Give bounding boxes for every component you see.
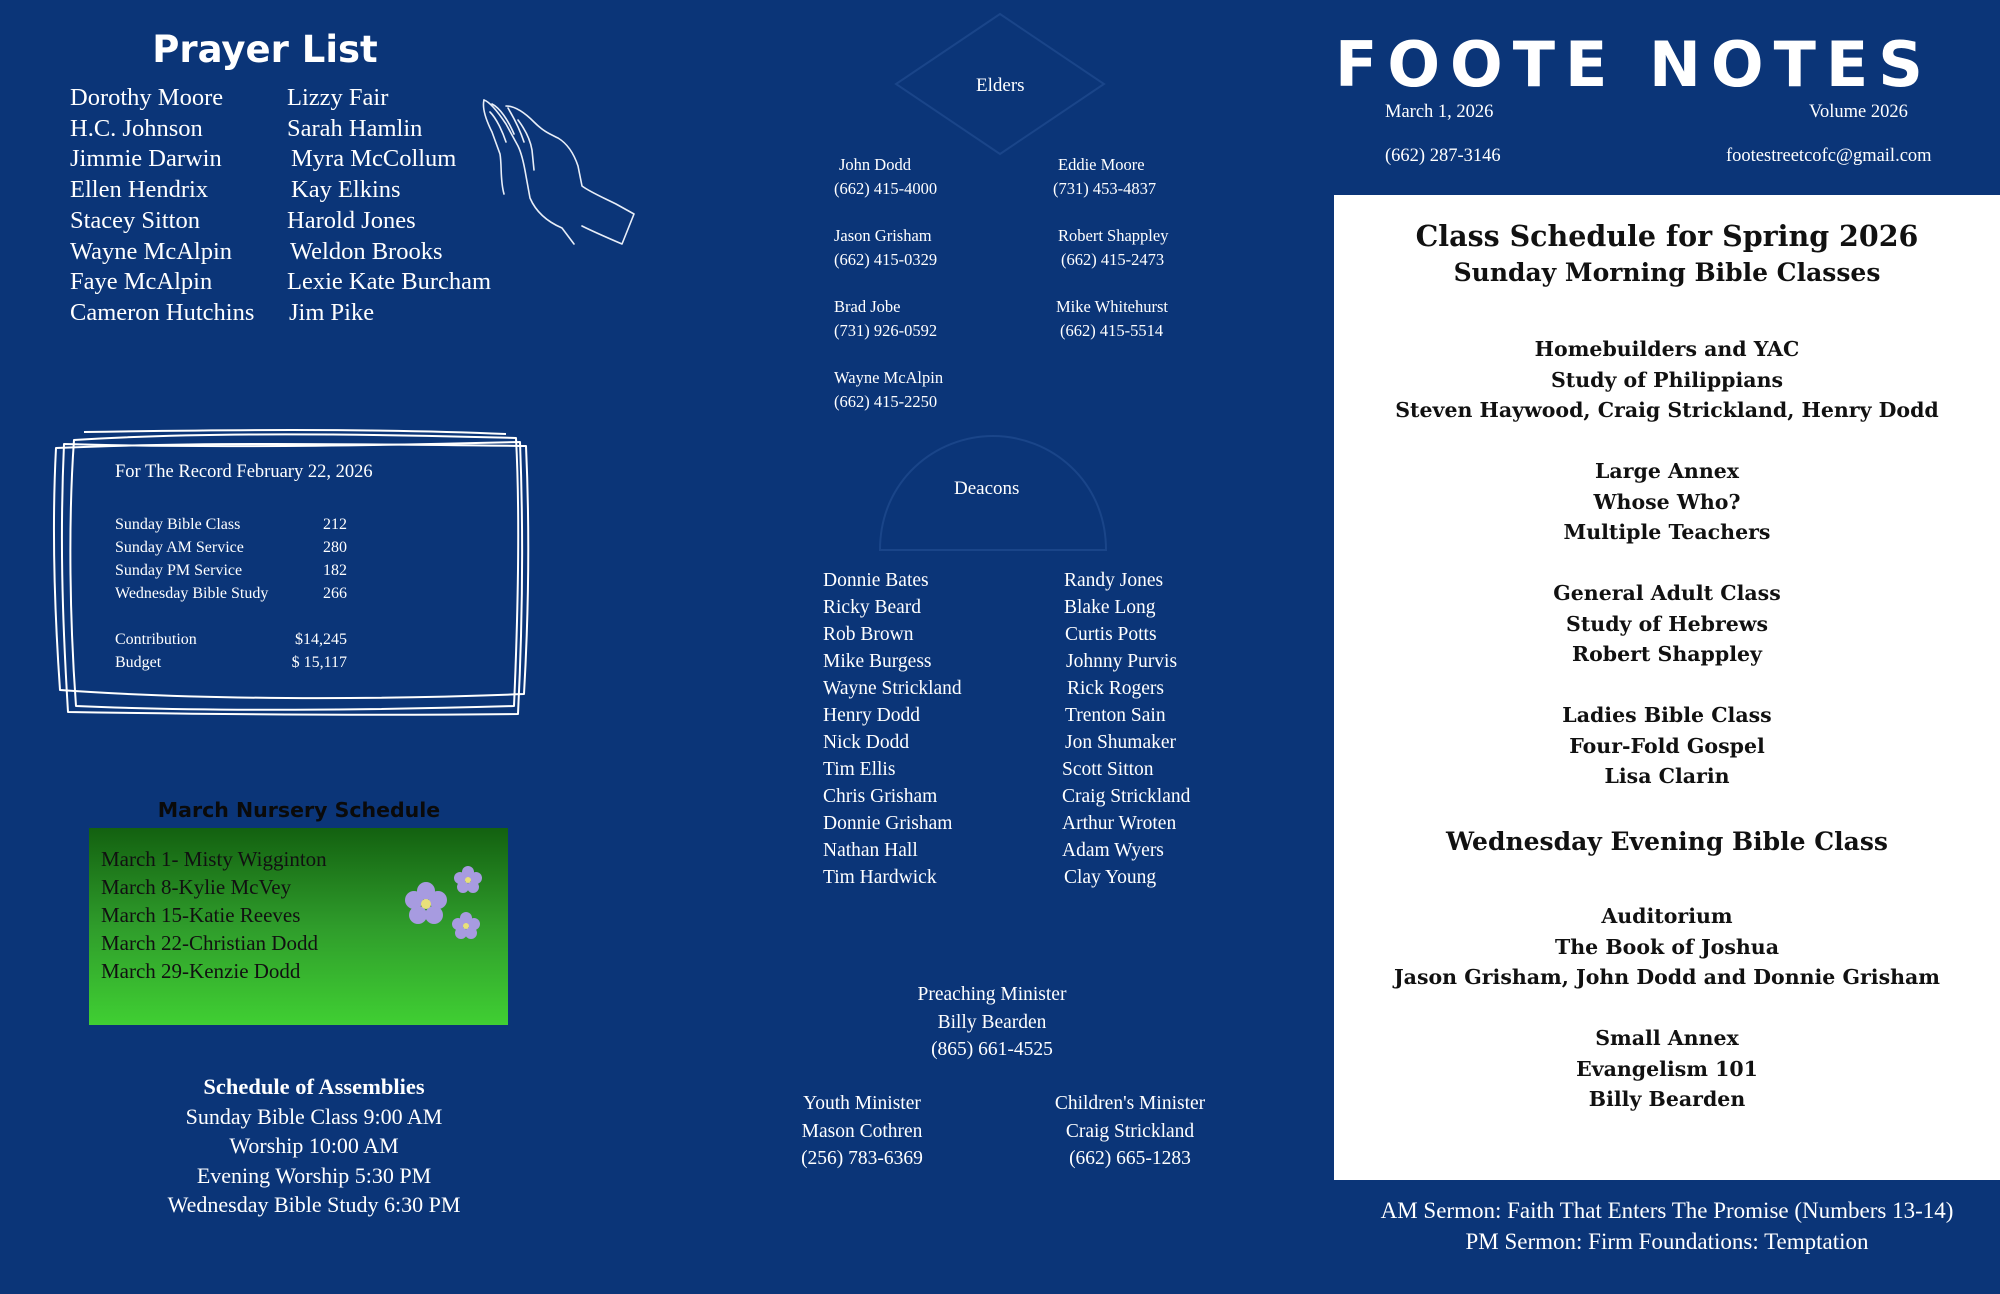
- elder-name: John Dodd: [839, 155, 911, 174]
- sunday-classes-heading: Sunday Morning Bible Classes: [1453, 258, 1881, 287]
- elder-phone: (662) 415-0329: [834, 250, 938, 269]
- nursery-title: March Nursery Schedule: [157, 798, 441, 822]
- stat-value: 212: [323, 516, 347, 533]
- elder-entry: [1053, 153, 1156, 201]
- prayer-name: Kay Elkins: [291, 176, 401, 204]
- prayer-name: Wayne McAlpin: [70, 237, 233, 265]
- class-topic: Evangelism 101: [1576, 1056, 1758, 1081]
- class-schedule-panel: [1334, 195, 2000, 1180]
- stat-value: 280: [323, 539, 347, 556]
- stat-label: Sunday Bible Class: [115, 516, 241, 533]
- deacon-name: Nathan Hall: [823, 840, 918, 861]
- elder-phone: (662) 415-4000: [834, 179, 938, 198]
- nursery-item: March 1- Misty Wigginton: [101, 847, 327, 871]
- deacon-name: Chris Grisham: [823, 786, 938, 807]
- prayer-list-title: Prayer List: [152, 28, 378, 71]
- stat-value: 182: [323, 562, 347, 579]
- record-title: For The Record February 22, 2026: [115, 462, 373, 482]
- nursery-list: [101, 845, 327, 985]
- elder-phone: (662) 415-5514: [1060, 321, 1164, 340]
- prayer-name: H.C. Johnson: [70, 114, 203, 142]
- deacon-name: Adam Wyers: [1062, 840, 1164, 861]
- pm-sermon: PM Sermon: Firm Foundations: Temptation: [1465, 1229, 1869, 1254]
- deacon-name: Curtis Potts: [1065, 624, 1157, 645]
- prayer-list-column-2: [287, 83, 491, 329]
- elder-phone: (662) 415-2250: [834, 392, 938, 411]
- prayer-name: Jim Pike: [289, 298, 375, 326]
- deacon-name: Rob Brown: [823, 624, 914, 645]
- prayer-name: Lizzy Fair: [287, 84, 389, 111]
- elder-phone: (731) 926-0592: [834, 321, 938, 340]
- elders-title: Elders: [976, 75, 1025, 96]
- deacon-name: Jon Shumaker: [1065, 732, 1177, 753]
- stat-row: [115, 536, 347, 559]
- class-topic: Study of Hebrews: [1566, 611, 1768, 636]
- class-topic: The Book of Joshua: [1555, 934, 1779, 959]
- prayer-name: Sarah Hamlin: [287, 114, 423, 142]
- childrens-minister: [1020, 1090, 1240, 1173]
- prayer-name: Weldon Brooks: [290, 237, 443, 265]
- class-teacher: Jason Grisham, John Dodd and Donnie Grisham: [1393, 965, 1940, 989]
- prayer-list-column-1: [70, 83, 254, 329]
- assemblies-title: Schedule of Assemblies: [203, 1074, 425, 1099]
- stat-value: 266: [323, 585, 347, 602]
- stat-label: Sunday PM Service: [115, 562, 243, 579]
- assembly-item: Evening Worship 5:30 PM: [196, 1162, 432, 1188]
- prayer-name: Harold Jones: [287, 206, 416, 234]
- deacon-name: Donnie Bates: [823, 570, 929, 591]
- am-sermon: AM Sermon: Faith That Enters The Promise (Numbers 13-14): [1380, 1198, 1954, 1223]
- prayer-name: Dorothy Moore: [70, 84, 224, 111]
- class-entry: [1334, 901, 2000, 993]
- elder-name: Brad Jobe: [834, 297, 901, 316]
- deacon-name: Tim Hardwick: [823, 867, 937, 888]
- elder-entry: [834, 366, 943, 414]
- preaching-minister: [852, 981, 1132, 1064]
- class-teacher: Multiple Teachers: [1563, 520, 1771, 544]
- prayer-name: Cameron Hutchins: [70, 298, 255, 326]
- flower-icon: [396, 862, 486, 946]
- stat-label: Wednesday Bible Study: [115, 585, 269, 602]
- minister-role: Children's Minister: [1054, 1093, 1206, 1114]
- deacon-name: Tim Ellis: [823, 759, 896, 780]
- finance-stats: [115, 628, 347, 674]
- elder-phone: (662) 415-2473: [1061, 250, 1165, 269]
- elder-entry: [834, 224, 937, 272]
- minister-role: Preaching Minister: [917, 984, 1067, 1005]
- class-entry: [1334, 1023, 2000, 1115]
- deacon-name: Randy Jones: [1064, 570, 1164, 591]
- deacons-title: Deacons: [954, 478, 1020, 499]
- class-topic: Four-Fold Gospel: [1569, 733, 1765, 758]
- class-location: General Adult Class: [1553, 581, 1781, 605]
- deacon-name: Trenton Sain: [1065, 705, 1166, 726]
- minister-name: Craig Strickland: [1065, 1120, 1195, 1142]
- attendance-stats: [115, 513, 347, 605]
- assemblies-section: [0, 1072, 628, 1220]
- nursery-item: March 8-Kylie McVey: [101, 875, 292, 899]
- nursery-item: March 15-Katie Reeves: [101, 903, 301, 927]
- minister-phone: (865) 661-4525: [931, 1039, 1053, 1060]
- class-teacher: Robert Shappley: [1572, 642, 1762, 666]
- stat-row: [115, 628, 347, 651]
- assembly-item: Sunday Bible Class 9:00 AM: [185, 1103, 443, 1129]
- elder-entry: [1058, 224, 1168, 272]
- deacons-column-2: [1064, 567, 1190, 891]
- deacon-name: Ricky Beard: [823, 597, 922, 618]
- elder-entry: [834, 153, 937, 201]
- prayer-name: Lexie Kate Burcham: [287, 268, 492, 296]
- nursery-item: March 22-Christian Dodd: [101, 931, 318, 955]
- class-teacher: Billy Bearden: [1588, 1087, 1746, 1111]
- class-location: Homebuilders and YAC: [1534, 337, 1800, 361]
- stat-label: Sunday AM Service: [115, 539, 244, 556]
- class-entry: [1334, 578, 2000, 670]
- prayer-name: Stacey Sitton: [70, 206, 200, 234]
- church-email[interactable]: footestreetcofc@gmail.com: [1726, 146, 1932, 166]
- youth-minister: [762, 1090, 962, 1173]
- class-entry: [1334, 456, 2000, 548]
- elder-name: Wayne McAlpin: [834, 368, 944, 387]
- elder-name: Robert Shappley: [1058, 226, 1169, 245]
- assembly-item: Wednesday Bible Study 6:30 PM: [167, 1192, 461, 1217]
- deacon-name: Scott Sitton: [1062, 759, 1154, 780]
- deacon-name: Craig Strickland: [1062, 786, 1191, 807]
- issue-date: March 1, 2026: [1385, 102, 1494, 122]
- prayer-name: Myra McCollum: [291, 145, 457, 173]
- minister-name: Mason Cothren: [801, 1120, 923, 1142]
- deacon-name: Arthur Wroten: [1062, 813, 1177, 834]
- elder-entry: [1056, 295, 1168, 343]
- prayer-name: Faye McAlpin: [70, 268, 213, 296]
- deacon-name: Johnny Purvis: [1066, 651, 1178, 672]
- prayer-name: Ellen Hendrix: [70, 176, 209, 204]
- class-location: Large Annex: [1595, 459, 1739, 483]
- stat-row: [115, 651, 347, 674]
- stat-row: [115, 582, 347, 605]
- class-schedule-title: Class Schedule for Spring 2026: [1415, 219, 1919, 253]
- deacon-name: Donnie Grisham: [823, 813, 953, 834]
- deacons-column-1: [823, 567, 962, 891]
- deacon-name: Wayne Strickland: [823, 678, 962, 699]
- deacon-name: Nick Dodd: [823, 732, 910, 753]
- deacon-name: Rick Rogers: [1067, 678, 1164, 699]
- minister-phone: (662) 665-1283: [1069, 1148, 1191, 1169]
- stat-label: Budget: [115, 654, 162, 671]
- volume: Volume 2026: [1809, 102, 1908, 122]
- class-teacher: Lisa Clarin: [1604, 764, 1730, 788]
- elder-name: Mike Whitehurst: [1056, 297, 1168, 316]
- prayer-name: Jimmie Darwin: [70, 145, 222, 173]
- stat-row: [115, 559, 347, 582]
- elder-entry: [834, 295, 937, 343]
- wednesday-classes-heading: Wednesday Evening Bible Class: [1446, 827, 1888, 856]
- assembly-item: Worship 10:00 AM: [229, 1133, 399, 1158]
- deacon-name: Mike Burgess: [823, 651, 932, 672]
- stat-row: [115, 513, 347, 536]
- wednesday-class-list: [1334, 901, 2000, 1145]
- newsletter-title: FOOTE NOTES: [1335, 28, 1933, 101]
- minister-phone: (256) 783-6369: [801, 1148, 923, 1169]
- minister-role: Youth Minister: [803, 1093, 921, 1114]
- deacon-name: Clay Young: [1064, 867, 1157, 888]
- minister-name: Billy Bearden: [937, 1011, 1047, 1033]
- class-topic: Whose Who?: [1593, 489, 1741, 514]
- class-entry: [1334, 700, 2000, 792]
- deacon-name: Blake Long: [1064, 597, 1156, 618]
- sermons: [1334, 1195, 2000, 1257]
- class-location: Small Annex: [1595, 1026, 1739, 1050]
- class-teacher: Steven Haywood, Craig Strickland, Henry Dodd: [1395, 398, 1939, 422]
- deacon-name: Henry Dodd: [823, 705, 920, 726]
- stat-value: $ 15,117: [291, 654, 347, 671]
- class-location: Ladies Bible Class: [1562, 703, 1772, 727]
- stat-value: $14,245: [295, 631, 347, 648]
- church-phone: (662) 287-3146: [1385, 146, 1501, 166]
- elder-name: Eddie Moore: [1058, 155, 1145, 174]
- class-location: Auditorium: [1601, 904, 1733, 928]
- elder-phone: (731) 453-4837: [1053, 179, 1157, 198]
- nursery-item: March 29-Kenzie Dodd: [101, 959, 301, 983]
- stat-label: Contribution: [115, 631, 197, 648]
- praying-hands-icon: [478, 94, 638, 254]
- elder-name: Jason Grisham: [834, 226, 932, 245]
- class-topic: Study of Philippians: [1550, 367, 1784, 392]
- sunday-class-list: [1334, 334, 2000, 822]
- class-entry: [1334, 334, 2000, 426]
